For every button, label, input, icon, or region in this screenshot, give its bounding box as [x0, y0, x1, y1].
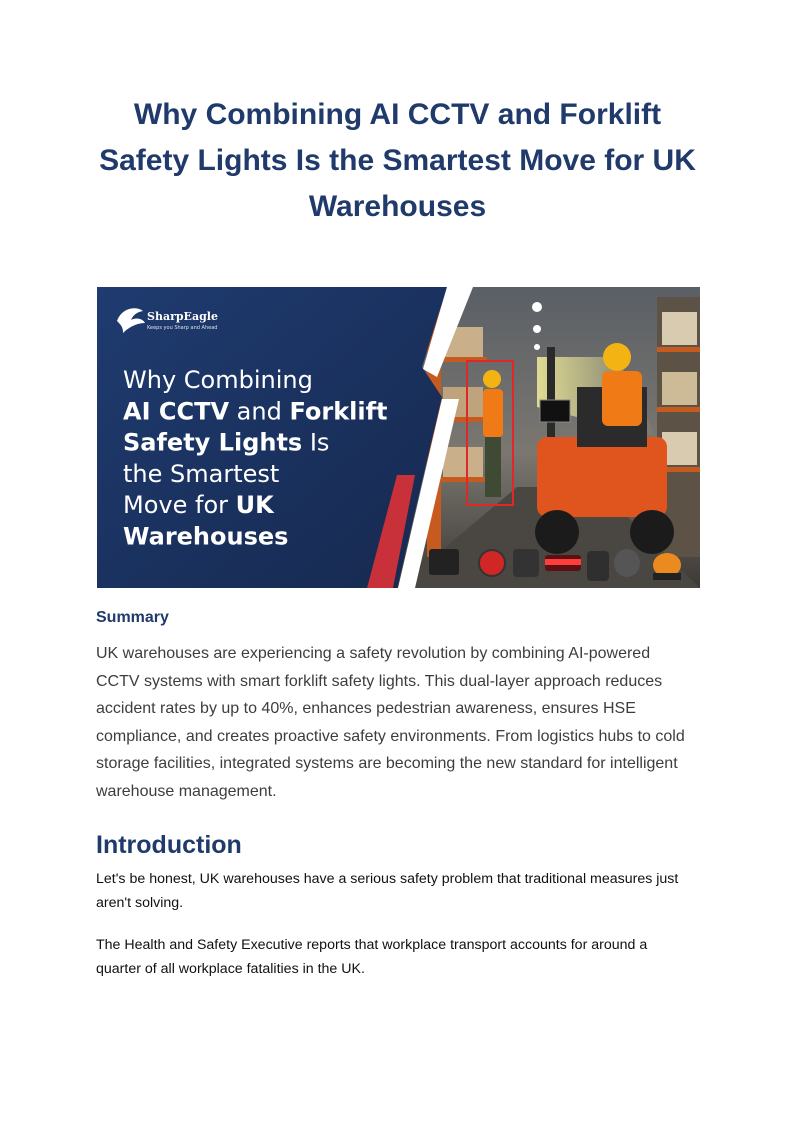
- banner-headline-segment: AI CCTV: [123, 397, 230, 426]
- banner-headline-segment: Warehouses: [123, 522, 289, 551]
- banner-headline-segment: Why Combining: [123, 366, 313, 394]
- banner-headline-line: [123, 523, 288, 551]
- banner-headline-segment: Move for: [123, 491, 236, 520]
- summary-heading: Summary: [96, 609, 169, 626]
- document-title: Why Combining AI CCTV and Forklift Safety Lights Is the Smartest Move for UK Warehouses: [99, 98, 696, 223]
- banner-headline-line: [123, 460, 279, 488]
- intro-paragraph-2: The Health and Safety Executive reports that workplace transport accounts for around a quarter of all workplace fatalities in the UK.: [96, 937, 648, 977]
- banner-headline-segment: Is: [302, 428, 330, 457]
- banner-headline-line: [123, 429, 329, 457]
- banner-headline-segment: and: [229, 397, 290, 426]
- introduction-heading: Introduction: [96, 831, 242, 859]
- banner-headline-segment: UK: [235, 491, 274, 520]
- banner-headline-segment: Forklift: [289, 397, 388, 426]
- banner-headline-line: [123, 366, 313, 394]
- banner-headline-line: [123, 491, 275, 519]
- intro-paragraph-1: Let's be honest, UK warehouses have a serious safety problem that traditional measures just aren't solving.: [96, 871, 679, 911]
- logo-name: SharpEagle: [147, 310, 218, 323]
- banner-headline-segment: Safety Lights: [123, 428, 303, 457]
- banner-headline-segment: the Smartest: [123, 459, 280, 488]
- logo-tagline: Keeps you Sharp and Ahead: [147, 325, 218, 331]
- banner-headline-line: [123, 397, 388, 425]
- summary-text: UK warehouses are experiencing a safety revolution by combining AI-powered CCTV systems with smart forklift safety lights. This dual-layer approach reduces accident rates by up to 40%, enhances pedestrian awareness, ensures HSE compliance, and creates proactive safety environments. From logistics hubs to cold storage facilities, integrated systems are becoming the new standard for intelligent warehouse management.: [96, 645, 685, 800]
- hero-banner-image: [97, 287, 700, 588]
